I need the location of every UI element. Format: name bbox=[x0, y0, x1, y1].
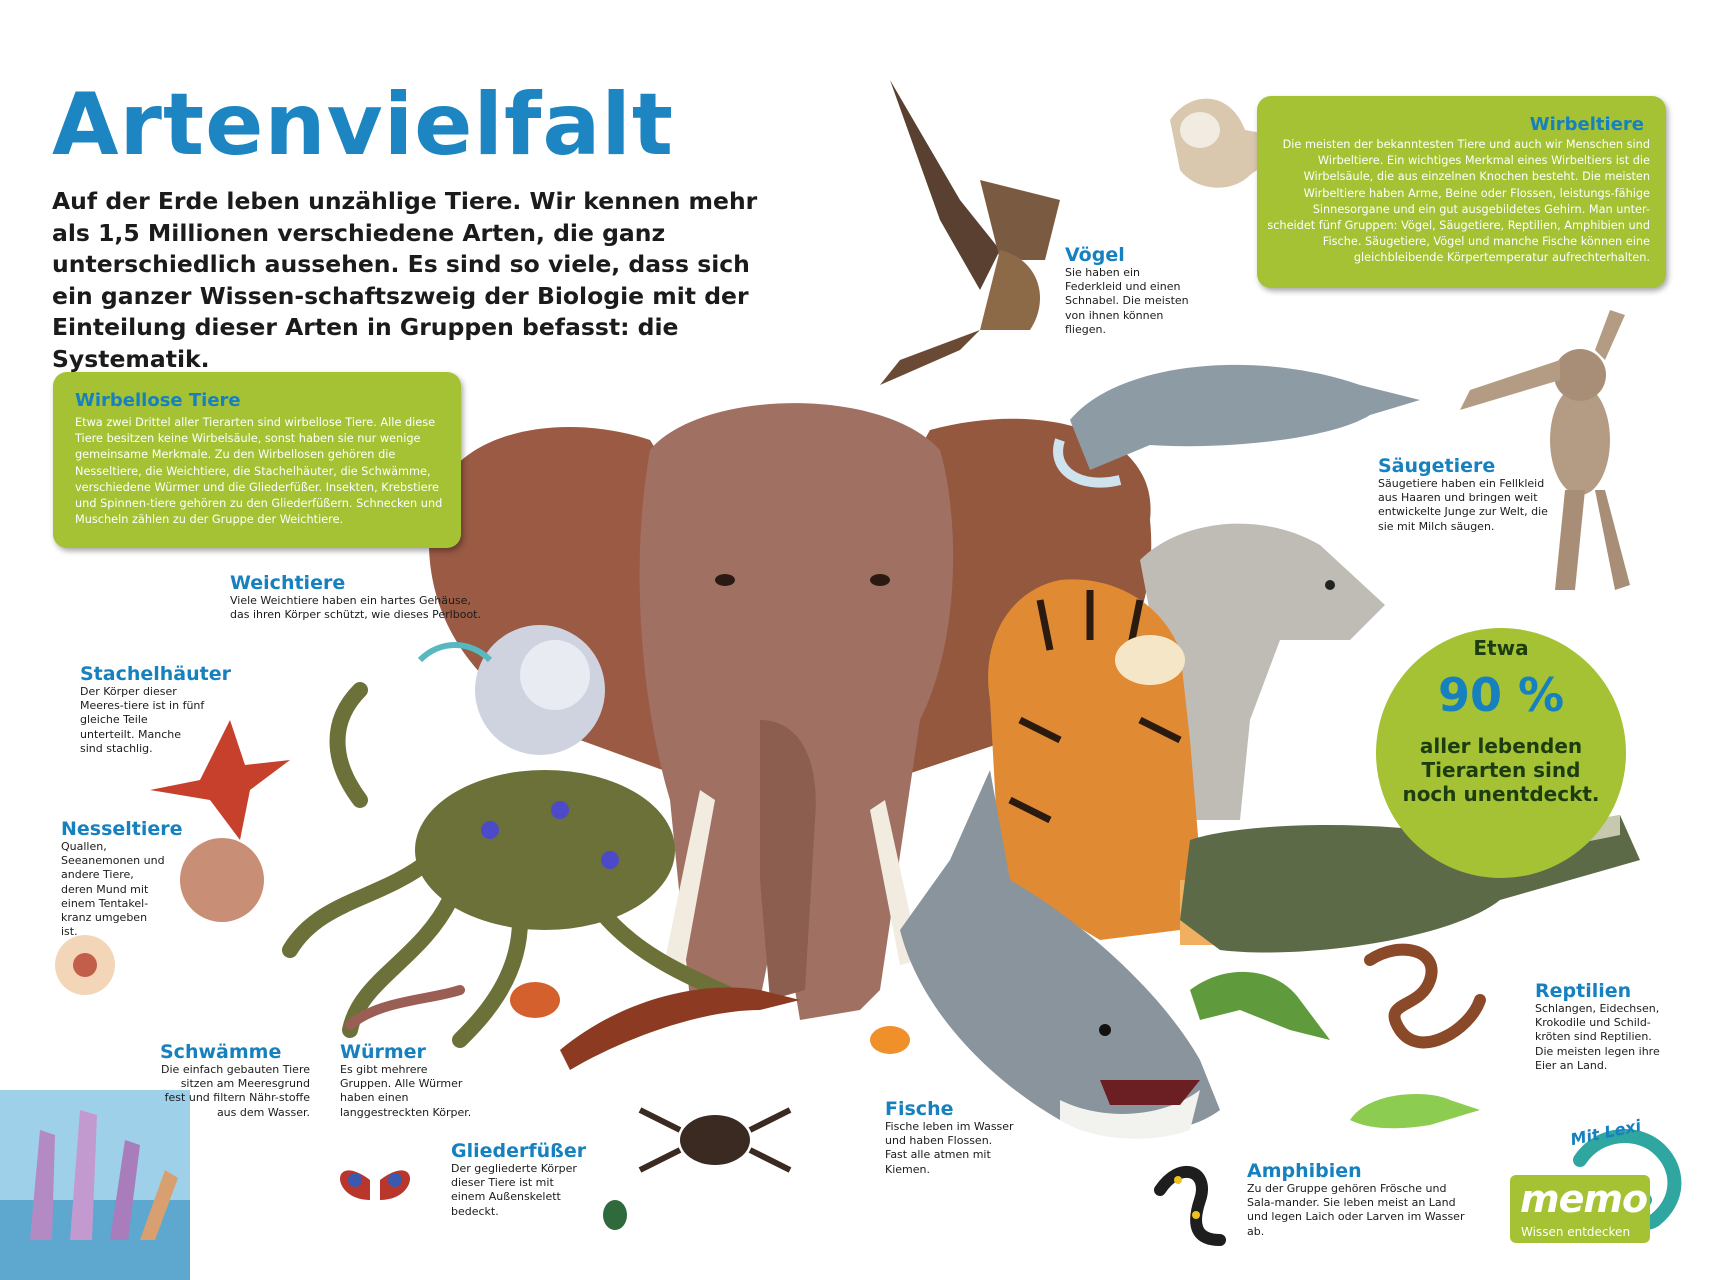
caption-text: Der Körper dieser Meeres-tiere ist in fünf gleiche Teile unterteilt. Manche sind stachlig. bbox=[80, 685, 205, 755]
info-box-wirbellose bbox=[53, 372, 461, 548]
stat-value: 90 % bbox=[1437, 668, 1565, 722]
caption-amphibien bbox=[1247, 1160, 1477, 1239]
caption-text: Es gibt mehrere Gruppen. Alle Würmer haben einen langgestreckten Körper. bbox=[340, 1063, 472, 1119]
iguana-image bbox=[1190, 972, 1330, 1040]
stat-text: aller lebenden Tierarten sind noch unentdeckt. bbox=[1402, 734, 1600, 806]
crayfish-image bbox=[560, 988, 800, 1071]
butterfly-image bbox=[340, 1170, 410, 1200]
caption-title: Schwämme bbox=[160, 1041, 282, 1063]
sea-urchin-image bbox=[180, 838, 264, 922]
caption-schwaemme bbox=[160, 1041, 310, 1120]
caption-stachelhaeuter bbox=[80, 663, 231, 756]
caption-title: Würmer bbox=[340, 1041, 426, 1063]
caption-gliederfuesser bbox=[451, 1140, 591, 1219]
caption-text: Die einfach gebauten Tiere sitzen am Meeresgrund fest und filtern Nähr-stoffe aus dem Wasser. bbox=[161, 1063, 310, 1119]
caption-title: Reptilien bbox=[1535, 980, 1632, 1002]
nautilus-image bbox=[420, 625, 605, 755]
info-box-title: Wirbellose Tiere bbox=[75, 390, 241, 411]
info-box-text: Die meisten der bekanntesten Tiere und auch wir Menschen sind Wirbeltiere. Ein wichtiges Merkmal eines Wirbeltiers ist die Wirbelsäule, die aus einzelnen Knochen besteht. Die meisten Wirbeltiere haben Arme, Beine oder Flossen, leistungs-fähige Sinnesorgane und ein gut ausgebildetes Gehirn. Man unter-scheidet fünf Gruppen: Vögel, Säugetiere, Reptilien, Amphibien und Fische. Säugetiere, Vögel und manche Fische können eine gleichbleibende Körpertemperatur aufrechterhalten. bbox=[1267, 138, 1650, 265]
intro-text: Auf der Erde leben unzählige Tiere. Wir kennen mehr als 1,5 Millionen verschiedene Arten, die ganz unterschiedlich aussehen. Es sind so viele, dass sich ein ganzer Wissen-schaftszweig der Biologie mit der Einteilung dieser Arten in Gruppen befasst: die Systematik. bbox=[52, 187, 758, 373]
caption-text: Schlangen, Eidechsen, Krokodile und Schild-kröten sind Reptilien. Die meisten legen ihre Eier an Land. bbox=[1535, 1002, 1660, 1072]
caption-title: Gliederfüßer bbox=[451, 1140, 587, 1162]
logo-brand: memo bbox=[1520, 1177, 1648, 1221]
spider-image bbox=[640, 1110, 790, 1170]
caption-reptilien bbox=[1535, 980, 1670, 1073]
page-title: Artenvielfalt bbox=[52, 75, 675, 175]
stat-prefix: Etwa bbox=[1473, 636, 1529, 660]
caption-nesseltiere bbox=[61, 818, 183, 939]
snake-image bbox=[1370, 950, 1480, 1043]
goldfish-image bbox=[870, 1026, 910, 1054]
caption-text: Der gegliederte Körper dieser Tiere ist mit einem Außenskelett bedeckt. bbox=[451, 1162, 577, 1218]
caption-title: Weichtiere bbox=[230, 572, 346, 594]
caption-weichtiere bbox=[230, 572, 490, 622]
caption-text: Säugetiere haben ein Fellkleid aus Haaren und bringen weit entwickelte Junge zur Welt, die sie mit Milch säugen. bbox=[1378, 477, 1548, 533]
caption-title: Amphibien bbox=[1247, 1160, 1362, 1182]
caption-fische bbox=[885, 1098, 1015, 1177]
anemone-image bbox=[55, 935, 115, 995]
caption-text: Sie haben ein Federkleid und einen Schnabel. Die meisten von ihnen können fliegen. bbox=[1065, 266, 1189, 336]
caption-saeugetiere bbox=[1378, 455, 1548, 534]
salamander-image bbox=[1160, 1172, 1220, 1240]
caption-text: Viele Weichtiere haben ein hartes Gehäuse, das ihren Körper schützt, wie dieses Perlboot. bbox=[230, 594, 481, 622]
info-box-title: Wirbeltiere bbox=[1529, 114, 1644, 135]
caption-voegel bbox=[1065, 244, 1200, 337]
frog-image bbox=[1350, 1094, 1480, 1128]
logo-mascot-label: Mit Lexi bbox=[1568, 1115, 1643, 1150]
caption-text: Quallen, Seeanemonen und andere Tiere, deren Mund mit einem Tentakel-kranz umgeben ist. bbox=[61, 840, 165, 939]
caption-title: Nesseltiere bbox=[61, 818, 183, 840]
caption-text: Zu der Gruppe gehören Frösche und Sala-mander. Sie leben meist an Land und legen Laich oder Larven im Wasser ab. bbox=[1247, 1182, 1465, 1238]
caption-title: Säugetiere bbox=[1378, 455, 1496, 477]
caption-title: Vögel bbox=[1065, 244, 1125, 266]
logo-tagline: Wissen entdecken bbox=[1521, 1225, 1631, 1239]
eagle-image bbox=[880, 80, 1060, 385]
caption-wuermer bbox=[340, 1041, 480, 1120]
gibbon-image bbox=[1460, 310, 1630, 590]
memo-logo bbox=[1510, 1175, 1650, 1243]
stat-circle bbox=[1376, 628, 1626, 878]
info-box-text: Etwa zwei Drittel aller Tierarten sind wirbellose Tiere. Alle diese Tiere besitzen keine Wirbelsäule, sonst haben sie nur wenige gemeinsame Merkmale. Zu den Wirbellosen gehören die Nesseltiere, die Weichtiere, die Stachelhäuter, die Schwämme, verschiedene Würmer und die Gliederfüßer. Insekten, Krebstiere und Spinnen-tiere gehören zu den Gliederfüßern. Schnecken und Muscheln zählen zu der Gruppe der Weichtiere. bbox=[75, 416, 443, 527]
info-box-wirbeltiere bbox=[1257, 96, 1666, 288]
caption-title: Fische bbox=[885, 1098, 954, 1120]
caption-title: Stachelhäuter bbox=[80, 663, 231, 685]
beetle-image bbox=[603, 1200, 627, 1230]
crab-image bbox=[510, 982, 560, 1018]
caption-text: Fische leben im Wasser und haben Flossen. Fast alle atmen mit Kiemen. bbox=[885, 1120, 1014, 1176]
